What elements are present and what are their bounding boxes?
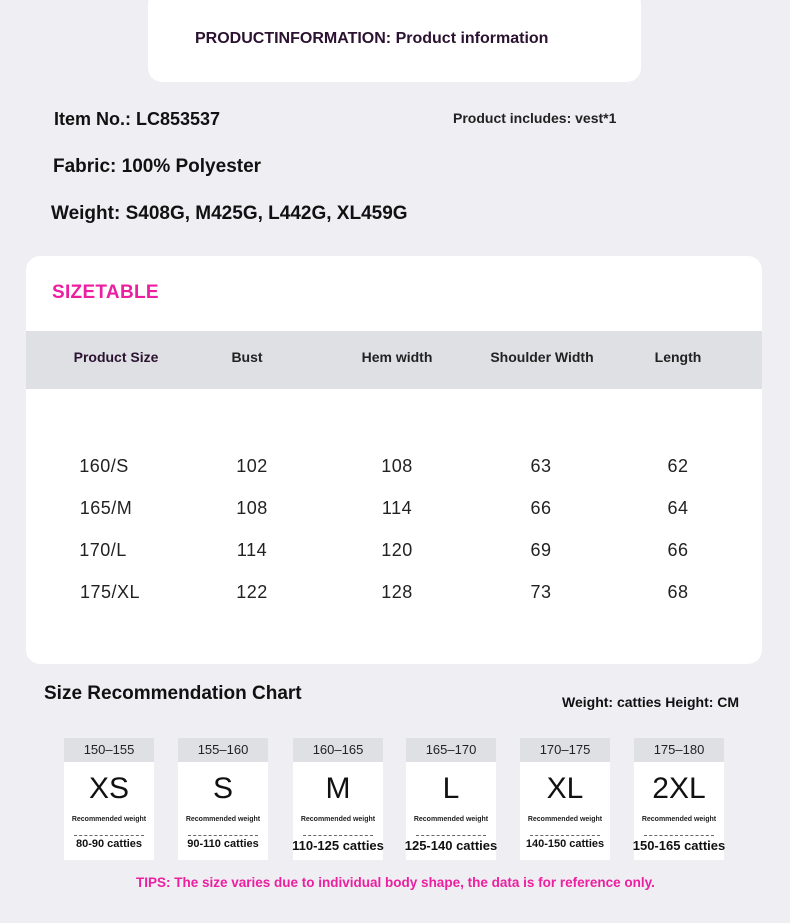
table-row	[26, 498, 762, 528]
cell-length: 64	[667, 498, 689, 518]
cell-shoulder-width: 73	[530, 582, 552, 602]
size-recommendation-2xl	[634, 738, 724, 860]
height-range: 150–155	[64, 738, 154, 762]
cell-hem-width: 108	[381, 456, 413, 476]
height-range: 155–160	[178, 738, 268, 762]
height-range: 170–175	[520, 738, 610, 762]
weight-range: 80-90 catties	[75, 838, 143, 850]
size-card-body	[293, 762, 383, 860]
divider	[644, 835, 714, 836]
recommended-weight-label: Recommended weight	[413, 816, 489, 823]
height-range: 175–180	[634, 738, 724, 762]
tips-note: TIPS: The size varies due to individual body shape, the data is for reference only.	[136, 875, 655, 890]
cell-size: 170/L	[79, 540, 127, 560]
weight-range: 140-150 catties	[525, 838, 605, 850]
weight-info: Weight: S408G, M425G, L442G, XL459G	[51, 203, 408, 224]
size-recommendation-xs	[64, 738, 154, 860]
cell-bust: 122	[236, 582, 268, 602]
cell-length: 68	[667, 582, 689, 602]
size-label: L	[442, 772, 460, 805]
header-hem-width: Hem width	[361, 349, 433, 365]
size-card-body	[406, 762, 496, 860]
weight-range: 90-110 catties	[187, 838, 259, 850]
cell-hem-width: 120	[381, 540, 413, 560]
size-recommendation-xl	[520, 738, 610, 860]
cell-shoulder-width: 69	[530, 540, 552, 560]
divider	[530, 835, 600, 836]
size-table-title: SIZETABLE	[52, 282, 159, 303]
cell-size: 160/S	[79, 456, 129, 476]
size-recommendation-l	[406, 738, 496, 860]
header-product-size: Product Size	[73, 349, 159, 365]
size-label: XS	[88, 772, 130, 805]
size-label: 2XL	[652, 772, 706, 805]
size-recommendation-s	[178, 738, 268, 860]
cell-length: 66	[667, 540, 689, 560]
recommended-weight-label: Recommended weight	[527, 816, 603, 823]
product-info-title: PRODUCTINFORMATION: Product information	[195, 30, 549, 47]
header-shoulder-width: Shoulder Width	[490, 349, 594, 365]
weight-range: 110-125 catties	[292, 838, 384, 853]
height-range: 165–170	[406, 738, 496, 762]
divider	[303, 835, 373, 836]
recommendation-title: Size Recommendation Chart	[44, 683, 302, 704]
cell-shoulder-width: 63	[530, 456, 552, 476]
product-includes: Product includes: vest*1	[453, 110, 617, 126]
header-bust: Bust	[231, 349, 263, 365]
size-label: M	[325, 772, 351, 805]
cell-bust: 114	[236, 540, 268, 560]
size-card-body	[520, 762, 610, 860]
size-label: S	[212, 772, 233, 805]
divider	[416, 835, 486, 836]
cell-hem-width: 128	[381, 582, 413, 602]
cell-hem-width: 114	[381, 498, 413, 518]
product-info-card	[148, 0, 641, 82]
fabric-info: Fabric: 100% Polyester	[53, 156, 262, 177]
size-card-body	[64, 762, 154, 860]
cell-bust: 102	[236, 456, 268, 476]
cell-shoulder-width: 66	[530, 498, 552, 518]
divider	[188, 835, 258, 836]
table-row	[26, 456, 762, 486]
item-number: Item No.: LC853537	[54, 109, 221, 129]
weight-range: 150-165 catties	[632, 838, 726, 853]
size-card-body	[634, 762, 724, 860]
recommended-weight-label: Recommended weight	[185, 816, 261, 823]
cell-size: 165/M	[79, 498, 133, 518]
recommended-weight-label: Recommended weight	[71, 816, 147, 823]
recommended-weight-label: Recommended weight	[641, 816, 717, 823]
size-recommendation-m	[293, 738, 383, 860]
cell-bust: 108	[236, 498, 268, 518]
size-table-card	[26, 256, 762, 664]
size-card-body	[178, 762, 268, 860]
size-label: XL	[546, 772, 584, 805]
size-table-header	[26, 331, 762, 389]
header-length: Length	[654, 349, 702, 365]
recommendation-units: Weight: catties Height: CM	[562, 694, 740, 710]
height-range: 160–165	[293, 738, 383, 762]
cell-length: 62	[667, 456, 689, 476]
weight-range: 125-140 catties	[404, 838, 498, 853]
divider	[74, 835, 144, 836]
table-row	[26, 582, 762, 612]
recommended-weight-label: Recommended weight	[300, 816, 376, 823]
table-row	[26, 540, 762, 570]
cell-size: 175/XL	[79, 582, 141, 602]
